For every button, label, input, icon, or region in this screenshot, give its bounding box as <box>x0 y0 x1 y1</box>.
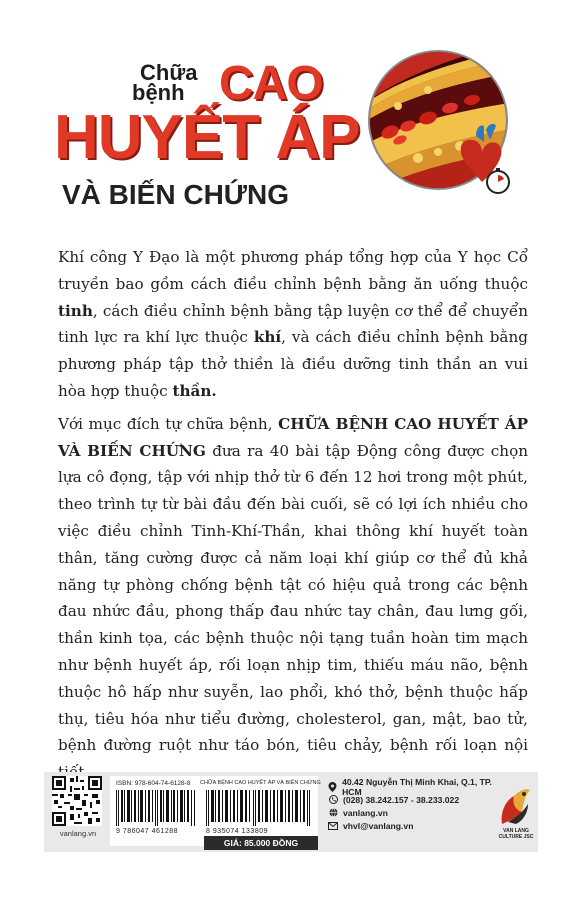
globe-icon <box>328 808 338 818</box>
title-small-line-2: bệnh <box>132 80 185 105</box>
publisher-contact <box>328 776 498 833</box>
footer-strip <box>44 772 538 852</box>
email-icon <box>328 821 338 831</box>
isbn-barcode-number: 9 786047 461288 <box>116 828 178 835</box>
address-text: 40.42 Nguyễn Thị Minh Khai, Q.1, TP. HCM <box>342 776 492 797</box>
price-tag: GIÁ: 85.000 ĐỒNG <box>204 836 318 850</box>
paragraph-1: Khí công Y Đạo là một phương pháp tổng hợp của Y học Cổ truyền bao gồm cách điều chỉnh bệnh bằng ăn uống thuộc tinh, cách điều chỉnh bệnh bằng tập luyện cơ thể để chuyển tinh lực ra khí lực thuộc khí, và cách điều chỉnh bệnh bằng phương pháp tập thở thiền là điều dưỡng tinh thần an vui hòa hợp thuộc thần. <box>58 248 528 400</box>
ean-barcode-number: 8 935074 133809 <box>206 828 268 835</box>
email-text[interactable]: vhvl@vanlang.vn <box>343 821 414 832</box>
email-row[interactable] <box>328 820 498 833</box>
qr-label: vanlang.vn <box>59 829 97 838</box>
ean-barcode <box>206 790 310 826</box>
artery-heart-illustration <box>368 48 516 206</box>
title-small-line-1: Chữa <box>140 60 198 85</box>
barcode-book-title: CHỮA BỆNH CAO HUYẾT ÁP VÀ BIẾN CHỨNG <box>200 780 321 786</box>
title-block <box>54 57 360 220</box>
paragraph-2: Với mục đích tự chữa bệnh, CHỮA BỆNH CAO HUYẾT ÁP VÀ BIẾN CHỨNG đưa ra 40 bài tập Động công được chọn lựa cô đọng, tập với nhịp thở từ 6 đến 12 hơi trong một phút, theo trình tự từ bài đầu đến bài cuối, sẽ có lợi ích nhiều cho việc điều chỉnh Tinh-Khí-Thần, khai thông khí huyết toàn thân, tăng cường được cả năm loại khí giúp cơ thể đủ khả năng tự phòng chống bệnh tật có hiệu quả trong các bệnh đau nhức đầu, phong thấp đau nhức tay chân, đau lưng gối, thần kinh tọa, các bệnh thuộc nội tạng tuần hoàn tim mạch như bệnh huyết áp, rối loạn nhịp tim, thiếu máu não, bệnh thuộc hô hấp như suyễn, lao phổi, khó thở, bệnh thuộc hấp thụ, tiêu hóa như tiểu đường, cholesterol, gan, mật, bao tử, bệnh đường ruột như táo bón, tiêu chảy, bệnh rối loạn nội <box>58 414 528 755</box>
website-row[interactable] <box>328 806 498 819</box>
isbn-barcode <box>116 790 196 826</box>
qr-code[interactable] <box>52 776 102 826</box>
title-main: HUYẾT ÁP <box>54 103 360 172</box>
isbn: ISBN: 978-604-74-6128-8 <box>116 780 191 787</box>
back-cover-description <box>58 244 528 792</box>
phone-icon <box>328 795 338 805</box>
website-text[interactable]: vanlang.vn <box>343 807 388 818</box>
publisher-logo-label: VAN LANG CULTURE JSC <box>498 828 534 840</box>
address-row <box>328 776 498 797</box>
title-sub: VÀ BIẾN CHỨNG <box>62 179 290 210</box>
location-pin-icon <box>328 782 337 792</box>
title-cao: CAO <box>219 57 323 110</box>
phone-text: (028) 38.242.157 - 38.233.022 <box>343 794 460 805</box>
